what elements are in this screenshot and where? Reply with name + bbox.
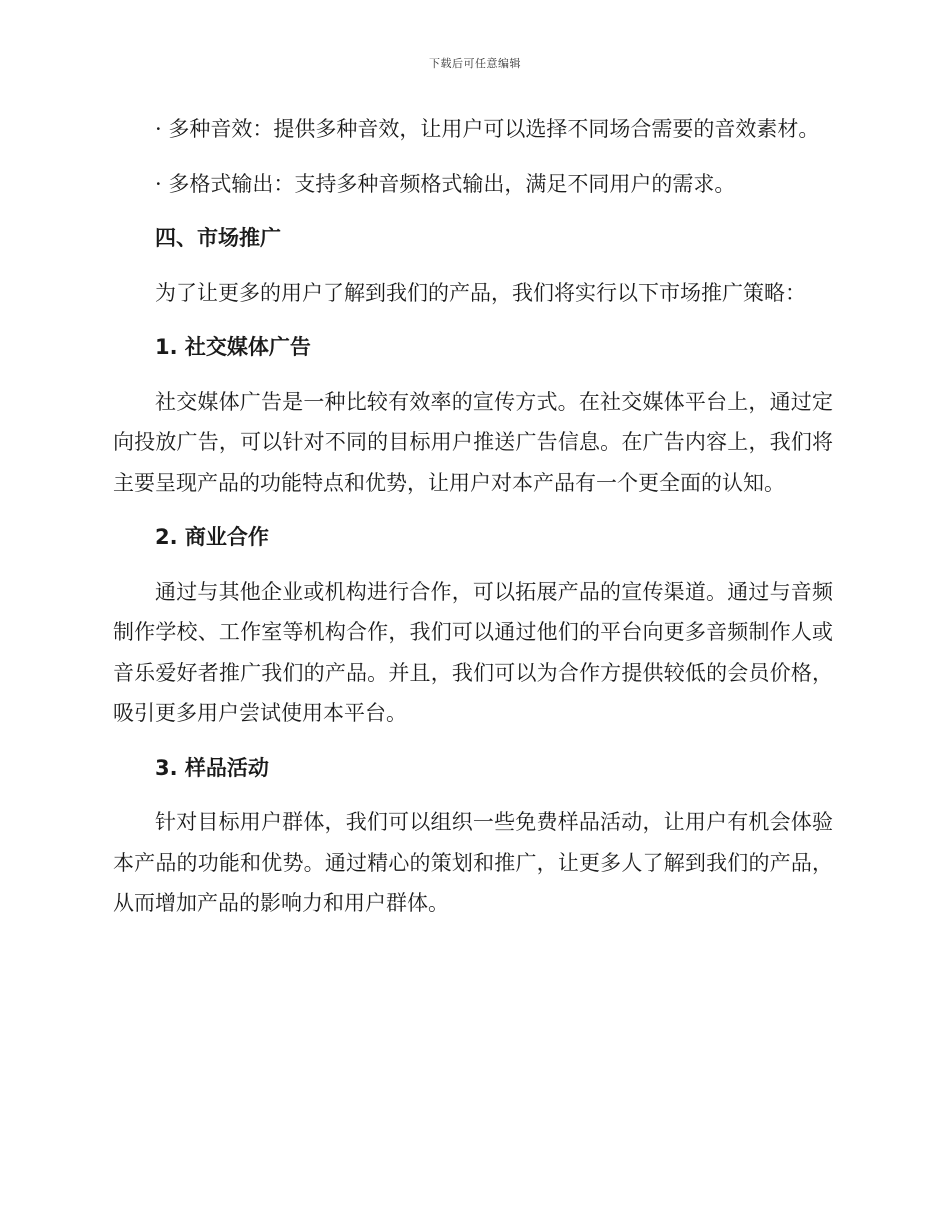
section-heading-market-promotion: 四、市场推广: [155, 226, 281, 250]
spacer: [113, 788, 833, 802]
spacer: [113, 734, 833, 748]
spacer: [113, 313, 833, 327]
spacer: [113, 204, 833, 218]
spacer: [113, 150, 833, 164]
subheading-sample-events: 3. 样品活动: [155, 755, 269, 780]
subheading-business-cooperation: 2. 商业合作: [155, 525, 269, 549]
document-content: [113, 109, 833, 924]
paragraph-business-cooperation: 通过与其他企业或机构进行合作，可以拓展产品的宣传渠道。通过与音频制作学校、工作室等机构合作，我们可以通过他们的平台向更多音频制作人或音乐爱好者推广我们的产品。并且，我们可以为合作方提供较低的会员价格，吸引更多用户尝试使用本平台。: [113, 579, 833, 725]
paragraph-social-media-ads: 社交媒体广告是一种比较有效率的宣传方式。在社交媒体平台上，通过定向投放广告，可以针对不同的目标用户推送广告信息。在广告内容上，我们将主要呈现产品的功能特点和优势，让用户对本产品有一个更全面的认知。: [113, 389, 833, 495]
bullet-sound-effects: · 多种音效：提供多种音效，让用户可以选择不同场合需要的音效素材。: [155, 117, 820, 141]
section-intro-paragraph: 为了让更多的用户了解到我们的产品，我们将实行以下市场推广策略：: [155, 280, 806, 305]
subheading-social-media-ads: 1. 社交媒体广告: [155, 335, 311, 359]
header-note: 下载后可任意编辑: [429, 57, 521, 70]
spacer: [113, 558, 833, 572]
paragraph-sample-events: 针对目标用户群体，我们可以组织一些免费样品活动，让用户有机会体验本产品的功能和优势。通过精心的策划和推广，让更多人了解到我们的产品，从而增加产品的影响力和用户群体。: [113, 810, 833, 915]
bullet-multi-format-output: · 多格式输出：支持多种音频格式输出，满足不同用户的需求。: [155, 171, 736, 196]
spacer: [113, 368, 833, 382]
spacer: [113, 503, 833, 517]
spacer: [113, 259, 833, 273]
